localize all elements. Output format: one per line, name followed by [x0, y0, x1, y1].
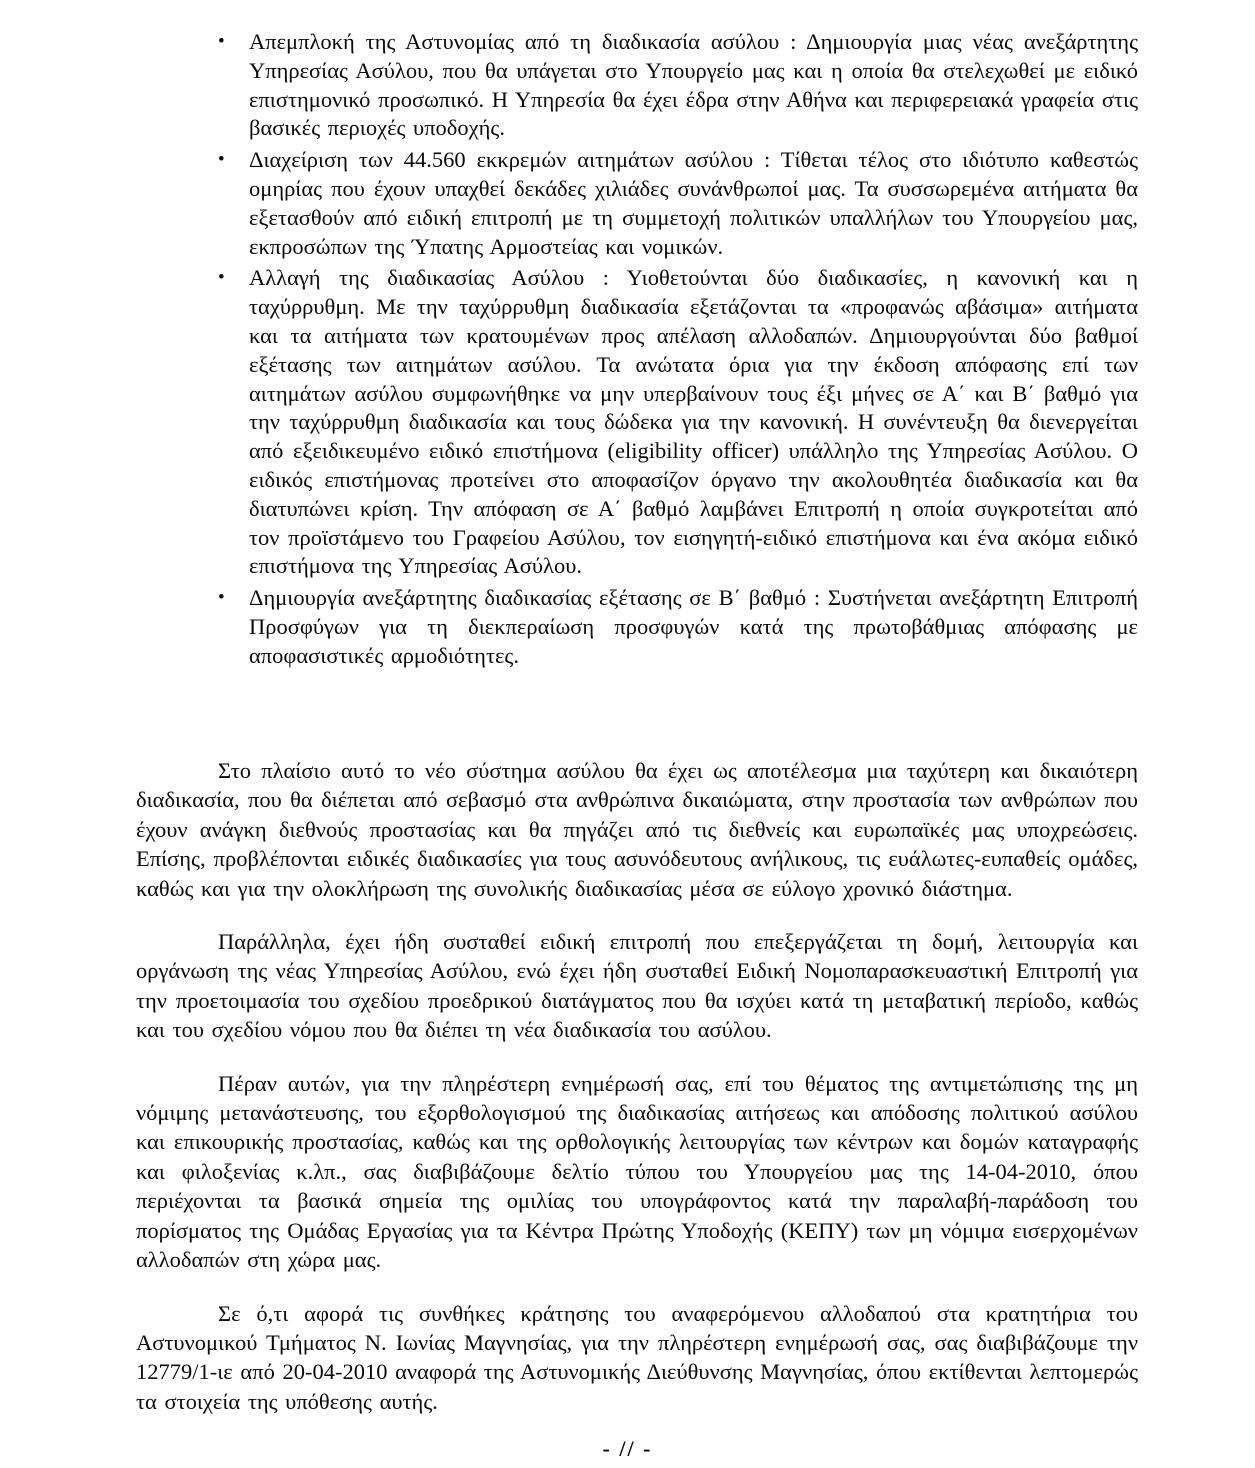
body-paragraphs: [136, 756, 1138, 1440]
bullet-list: [218, 28, 1138, 674]
paragraph: Σε ό,τι αφορά τις συνθήκες κράτησης του αναφερόμενου αλλοδαπού στα κρατητήρια του Αστυνομικού Τμήματος Ν. Ιωνίας Μαγνησίας, για την πληρέστερη ενημέρωσή σας, σας διαβιβάζουμε την 12779/1-ιε από 20-04-2010 αναφορά της Αστυνομικής Διεύθυνσης Μαγνησίας, όπου εκτίθενται λεπτομερώς τα στοιχεία της υπόθεσης αυτής.: [136, 1300, 1138, 1414]
bullet-text: Απεμπλοκή της Αστυνομίας από τη διαδικασία ασύλου : Δημιουργία μιας νέας ανεξάρτητης Υπηρεσίας Ασύλου, που θα υπάγεται στο Υπουργείο μας και η οποία θα στελεχωθεί με ειδικό επιστημονικό προσωπικό. Η Υπηρεσία θα έχει έδρα στην Αθήνα και περιφερειακά γραφεία στις βασικές περιοχές υποδοχής.: [249, 29, 1138, 141]
list-item: [218, 584, 1138, 670]
page-separator: - // -: [602, 1436, 653, 1461]
bullet-icon: •: [218, 267, 225, 289]
bullet-icon: •: [218, 149, 225, 171]
paragraph: Πέραν αυτών, για την πληρέστερη ενημέρωσή σας, επί του θέματος της αντιμετώπισης της μη νόμιμης μετανάστευσης, του εξορθολογισμού της διαδικασίας αιτήσεως και απόδοσης πολιτικού ασύλου και επικουρικής προστασίας, καθώς και της ορθολογικής λειτουργίας των κέντρων και δομών καταγραφής και φιλοξενίας κ.λπ., σας διαβιβάζουμε δελτίο τύπου του Υπουργείου μας της 14-04-2010, όπου περιέχονται τα βασικά σημεία της ομιλίας του υπογράφοντος κατά την παραλαβή-παράδοση του πορίσματος της Ομάδας Εργασίας για τα Κέντρα Πρώτης Υποδοχής (ΚΕΠΥ) των μη νόμιμα εισερχομένων αλλοδαπών στη χώρα μας.: [136, 1070, 1138, 1273]
paragraph: Παράλληλα, έχει ήδη συσταθεί ειδική επιτροπή που επεξεργάζεται τη δομή, λειτουργία και οργάνωση της νέας Υπηρεσίας Ασύλου, ενώ έχει ήδη συσταθεί Ειδική Νομοπαρασκευαστική Επιτροπή για την προετοιμασία του σχεδίου προεδρικού διατάγματος που θα ισχύει κατά τη μεταβατική περίοδο, καθώς και του σχεδίου νόμου που θα διέπει τη νέα διαδικασία του ασύλου.: [136, 929, 1138, 1043]
paragraph: Στο πλαίσιο αυτό το νέο σύστημα ασύλου θα έχει ως αποτέλεσμα μια ταχύτερη και δικαιότερη διαδικασία, που θα διέπεται από σεβασμό στα ανθρώπινα δικαιώματα, στην προστασία των ανθρώπων που έχουν ανάγκη διεθνούς προστασίας και θα πηγάζει από τις διεθνείς και ευρωπαϊκές μας υποχρεώσεις. Επίσης, προβλέπονται ειδικές διαδικασίες για τους ασυνόδευτους ανήλικους, τις ευάλωτες-ευπαθείς ομάδες, καθώς και για την ολοκλήρωση της συνολικής διαδικασίας μέσα σε εύλογο χρονικό διάστημα.: [136, 758, 1138, 901]
bullet-icon: •: [218, 587, 225, 609]
list-item: [218, 264, 1138, 581]
bullet-text: Δημιουργία ανεξάρτητης διαδικασίας εξέτασης σε Β΄ βαθμό : Συστήνεται ανεξάρτητη Επιτροπή Προσφύγων για τη διεκπεραίωση προσφυγών κατά της πρωτοβάθμιας απόφασης με αποφασιστικές αρμοδιότητες.: [249, 585, 1138, 668]
list-item: [218, 28, 1138, 143]
bullet-text: Διαχείριση των 44.560 εκκρεμών αιτημάτων ασύλου : Τίθεται τέλος στο ιδιότυπο καθεστώς ομηρίας που έχουν υπαχθεί δεκάδες χιλιάδες συνάνθρωποί μας. Τα συσσωρεμένα αιτήματα θα εξετασθούν από ειδική επιτροπή με τη συμμετοχή πολιτικών υπαλλήλων του Υπουργείου μας, εκπροσώπων της Ύπατης Αρμοστείας και νομικών.: [249, 147, 1138, 259]
list-item: [218, 146, 1138, 261]
bullet-text: Αλλαγή της διαδικασίας Ασύλου : Υιοθετούνται δύο διαδικασίες, η κανονική και η ταχύρρυθμη. Με την ταχύρρυθμη διαδικασία εξετάζονται τα «προφανώς αβάσιμα» αιτήματα και τα αιτήματα των κρατουμένων προς απέλαση αλλοδαπών. Δημιουργούνται δύο βαθμοί εξέτασης των αιτημάτων ασύλου. Τα ανώτατα όρια για την έκδοση απόφασης επί των αιτημάτων ασύλου συμφωνήθηκε να μην υπερβαίνουν τους έξι μήνες σε Α΄ και Β΄ βαθμό για την ταχύρρυθμη διαδικασία και τους δώδεκα για την κανονική. Η συνέντευξη θα διενεργείται από εξειδικευμένο ειδικό επιστήμονα (eligibility officer) υπάλληλο της Υπηρεσίας Ασύλου. Ο ειδικός επιστήμονας προτείνει στο αποφασίζον όργανο την ακολουθητέα διαδικασία και θα διατυπώνει κρίση. Την απόφαση σε Α΄ βαθμό λαμβάνει Επιτροπή η οποία συγκροτείται από τον προϊστάμενο του Γραφείου Ασύλου, τον εισηγητή-ειδικό επιστήμονα και ένα ακόμα ειδικό επιστήμονα της Υπηρεσίας Ασύλου.: [249, 265, 1138, 579]
bullet-icon: •: [218, 31, 225, 52]
